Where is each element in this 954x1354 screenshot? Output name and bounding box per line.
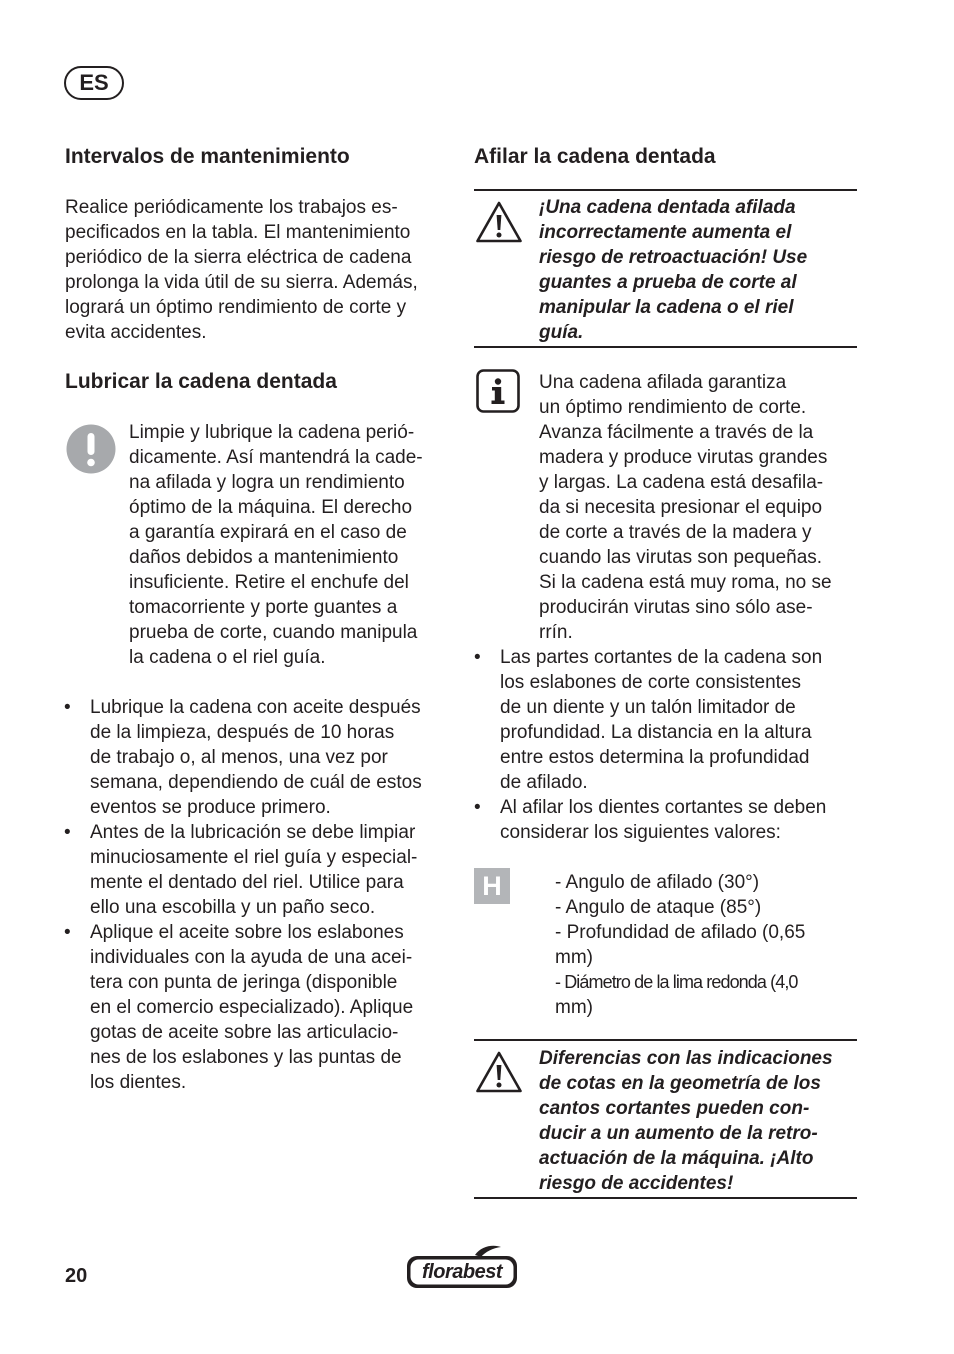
maintenance-intervals-text: Realice periódicamente los trabajos es- pecificados en la tabla. El mantenimiento periódico de la sierra eléctrica de cadena prolonga la vida útil de su sierra. Además, logrará un óptimo rendimiento de corte y evita accidentes. xyxy=(65,197,418,343)
maintenance-intervals-heading: Intervalos de mantenimiento xyxy=(65,145,350,168)
sharpen-bullet-list xyxy=(474,645,826,845)
divider xyxy=(474,346,857,348)
exclamation-circle-icon xyxy=(66,424,116,474)
sharpen-chain-heading: Afilar la cadena dentada xyxy=(474,145,716,168)
info-note-text: Una cadena afilada garantiza un óptimo rendimiento de corte. Avanza fácilmente a través de la madera y produce virutas grandes y largas. La cadena está desafila- da si necesita presionar el equipo de corte a través de la madera y cuando las virutas son pequeñas. Si la cadena está muy roma, no se producirán virutas sino sólo ase- rrín. xyxy=(539,372,832,643)
list-item: • Las partes cortantes de la cadena son los eslabones de corte consistentes de un diente y un talón limitador de profundidad. La distancia en la altura entre estos determina la profundidad de afilado. xyxy=(474,645,826,795)
info-icon xyxy=(476,369,520,413)
list-item: • Al afilar los dientes cortantes se deben considerar los siguientes valores: xyxy=(474,795,826,845)
list-item: • Lubrique la cadena con aceite después de la limpieza, después de 10 horas de trabajo o, al menos, una vez por semana, dependiendo de cuál de estos eventos se produce primero. xyxy=(64,695,422,820)
list-item: • Antes de la lubricación se debe limpiar minuciosamente el riel guía y especial- mente el dentado del riel. Utilice para ello una escobilla y un paño seco. xyxy=(64,820,422,920)
list-item: • Aplique el aceite sobre los eslabones individuales con la ayuda de una acei- tera con punta de jeringa (disponible en el comercio especializado). Aplique gotas de aceite sobre las articulacio- nes de los eslabones y las puntas de los dientes. xyxy=(64,920,422,1095)
geometry-warning-text: Diferencias con las indicaciones de cotas en la geometría de los cantos cortantes pueden con- ducir a un aumento de la retro- actuación de la máquina. ¡Alto riesgo de accidentes! xyxy=(539,1048,833,1194)
lubricate-note-text: Limpie y lubrique la cadena perió- dicamente. Así mantendrá la cade- na afilada y logra un rendimiento óptimo de la máquina. El derecho a garantía expirará en el caso de daños debidos a mantenimiento insuficiente. Retire el enchufe del tomacorriente y porte guantes a prueba de corte, cuando manipula la cadena o el riel guía. xyxy=(129,422,423,668)
warning-triangle-icon xyxy=(475,1050,523,1094)
figure-label-h-icon: H xyxy=(474,868,510,904)
lubricate-chain-heading: Lubricar la cadena dentada xyxy=(65,370,337,393)
florabest-logo: florabest xyxy=(405,1244,519,1290)
divider xyxy=(474,189,857,191)
divider xyxy=(474,1039,857,1041)
warning-triangle-icon xyxy=(475,200,523,244)
kickback-warning-text: ¡Una cadena dentada afilada incorrectamente aumenta el riesgo de retroactuación! Use guantes a prueba de corte al manipular la cadena o el riel guía. xyxy=(539,197,808,343)
language-badge: ES xyxy=(64,66,124,100)
sharpening-values-list: - Angulo de afilado (30°) - Angulo de ataque (85°) - Profundidad de afilado (0,65 mm) - Diámetro de la lima redonda (4,0 mm) xyxy=(555,872,806,1018)
divider xyxy=(474,1197,857,1199)
page-number: 20 xyxy=(65,1265,88,1287)
lubricate-bullet-list xyxy=(64,695,422,1095)
